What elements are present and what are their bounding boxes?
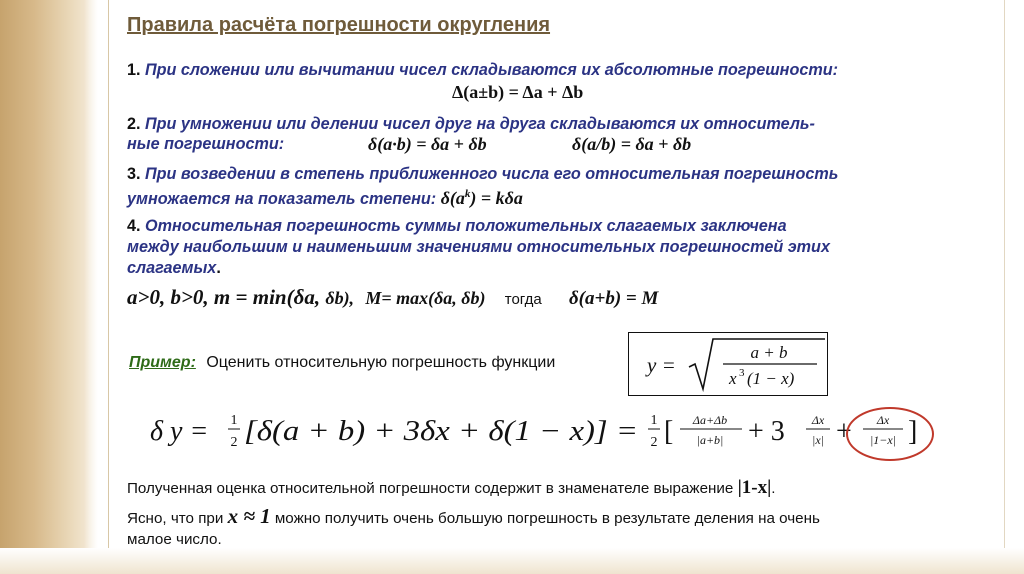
- slide-title: Правила расчёта погрешности округления: [127, 14, 551, 36]
- frac2-num: Δx: [811, 413, 825, 427]
- rule-1-number: 1.: [127, 61, 141, 79]
- note-2-end: можно получить очень большую погрешность в результате деления на очень: [274, 510, 820, 527]
- note-1-text: Полученная оценка относительной погрешности содержит в знаменателе выражение: [127, 480, 734, 497]
- half-num: 1: [230, 413, 238, 428]
- half-den: 2: [230, 435, 238, 450]
- rule-2-formula-div: δ(a/b) = δa + δb: [572, 134, 692, 154]
- frac2-den: |x|: [812, 433, 824, 447]
- function-den-x: x: [729, 369, 737, 388]
- rule-3-line1: При возведении в степень приближенного числа его относительная погрешность: [145, 165, 839, 183]
- rule-2-formula-mult: δ(a·b) = δa + δb: [368, 134, 487, 154]
- svg-text:[: [: [664, 416, 674, 447]
- rule-4-number: 4.: [127, 217, 141, 235]
- function-numerator: a + b: [750, 343, 788, 362]
- big-formula-lhs: δ y =: [150, 416, 209, 447]
- close-bracket: ]: [908, 416, 918, 447]
- function-den-sup: 3: [739, 367, 745, 379]
- rule-1: [127, 60, 999, 80]
- rule-3: [127, 164, 999, 209]
- plus-three: + 3: [748, 416, 785, 447]
- frac3-den: |1−x|: [869, 433, 897, 447]
- half-num-2: 1: [650, 413, 658, 428]
- rule-4: 4. Относительная погрешность суммы положительных слагаемых заключена между наибольшим и наименьшим значениями относительных погрешностей этих слагаемых.: [127, 217, 830, 277]
- condition-part2: δb),: [325, 288, 355, 308]
- function-svg: [629, 333, 827, 395]
- left-divider: [108, 0, 109, 574]
- function-lhs: y =: [647, 353, 676, 377]
- note-1-expr: |1-x|: [737, 477, 772, 498]
- highlight-circle: [846, 407, 934, 461]
- condition-part1: a>0, b>0, m = min(δa,: [127, 285, 321, 309]
- rule-1-text: При сложении или вычитании чисел складываются их абсолютные погрешности:: [145, 61, 839, 79]
- note-2-start: Ясно, что при: [127, 510, 224, 527]
- rule-1-formula: Δ(a±b) = Δa + Δb: [452, 82, 584, 102]
- condition-part3: M= max(δa, δb): [365, 288, 486, 308]
- condition-result: δ(a+b) = M: [568, 288, 659, 309]
- plus: +: [836, 416, 852, 447]
- function-den-rest: (1 − x): [747, 369, 795, 388]
- example-label: Пример:: [129, 354, 196, 371]
- rule-2-line1: При умножении или делении чисел друг на друга складываются их относитель-: [145, 115, 815, 133]
- note-2: [127, 506, 987, 550]
- rule-4-line2: между наибольшим и наименьшим значениями относительных погрешностей этих: [127, 238, 830, 256]
- frac3-num: Δx: [876, 413, 890, 427]
- rule-2-line2: ные погрешности:: [127, 135, 285, 153]
- half-den-2: 2: [650, 435, 658, 450]
- note-2-expr: x ≈ 1: [227, 504, 271, 528]
- rule-4-line3: слагаемых: [127, 259, 217, 277]
- rule-2-number: 2.: [127, 115, 141, 133]
- rule-4-line1: Относительная погрешность суммы положительных слагаемых заключена: [145, 217, 787, 235]
- rule-3-formula: $\delta(a^k) = k\delta a$: [440, 188, 523, 208]
- big-formula: [150, 404, 930, 460]
- function-box: [628, 332, 828, 396]
- condition-line: [127, 285, 658, 310]
- right-divider: [1004, 0, 1005, 574]
- condition-word: тогда: [504, 291, 542, 308]
- rule-3-line2: умножается на показатель степени:: [127, 190, 437, 208]
- decorative-sidebar: [0, 0, 98, 574]
- frac1-num: Δa+Δb: [692, 413, 728, 427]
- note-2-line2: малое число.: [127, 531, 222, 548]
- big-formula-bracket: [δ(a + b) + 3δx + δ(1 − x)] =: [244, 416, 638, 447]
- example-text: Оценить относительную погрешность функции: [206, 354, 556, 371]
- decorative-footer: [0, 548, 1024, 574]
- note-1: Полученная оценка относительной погрешности содержит в знаменателе выражение |1-x|.: [127, 477, 776, 498]
- example-line: [129, 354, 555, 372]
- rule-2: [127, 114, 999, 154]
- rule-3-number: 3.: [127, 165, 141, 183]
- frac1-den: |a+b|: [696, 433, 724, 447]
